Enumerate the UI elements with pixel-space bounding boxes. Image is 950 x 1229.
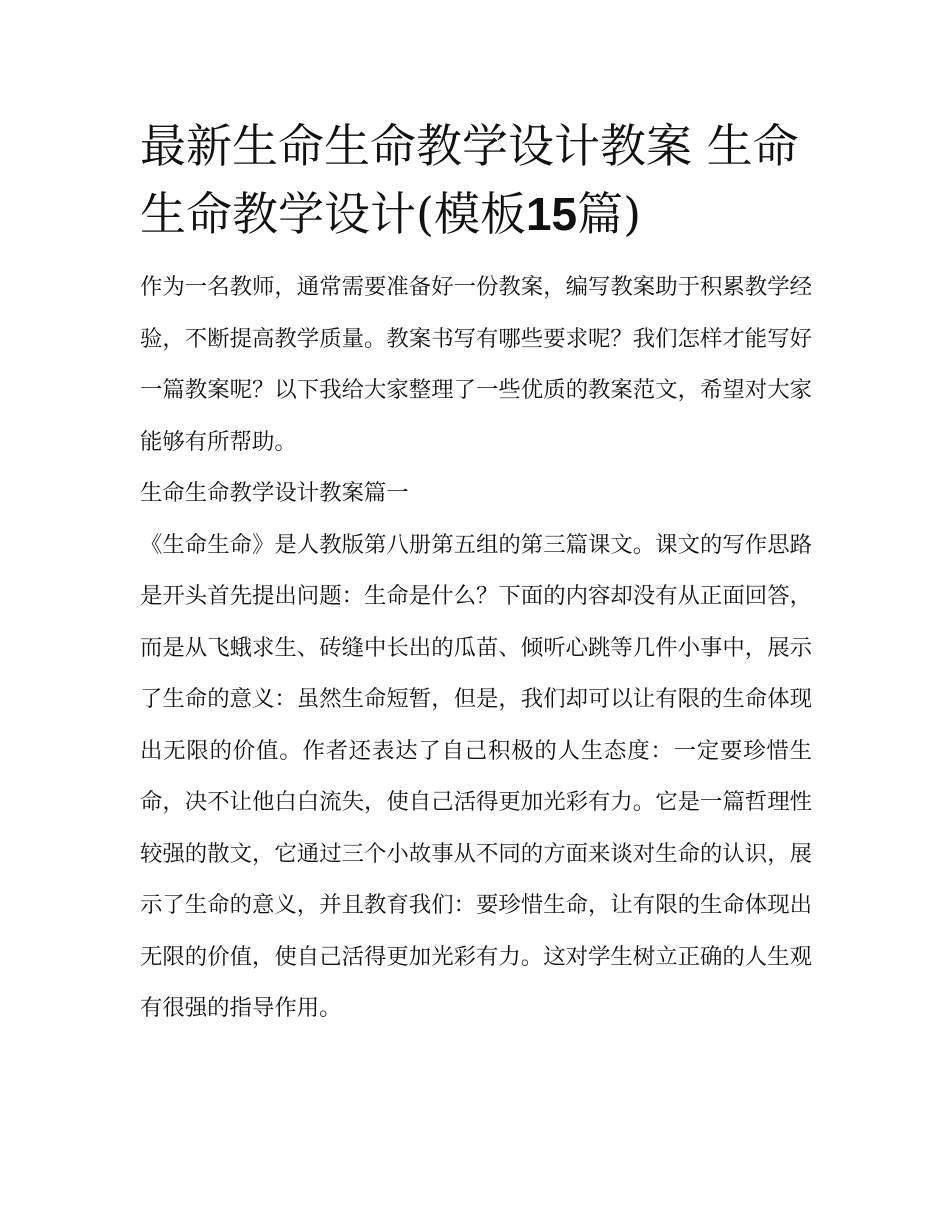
document-title	[140, 112, 812, 248]
intro-paragraph: 作为一名教师，通常需要准备好一份教案，编写教案助于积累教学经验，不断提高教学质量。教案书写有哪些要求呢？我们怎样才能写好一篇教案呢？以下我给大家整理了一些优质的教案范文，希望对大家能够有所帮助。	[140, 274, 812, 455]
title-text-part2: 篇)	[577, 187, 642, 241]
section-heading: 生命生命教学设计教案篇一	[140, 480, 409, 506]
section-body-paragraph: 《生命生命》是人教版第八册第五组的第三篇课文。课文的写作思路是开头首先提出问题：生命是什么？下面的内容却没有从正面回答，而是从飞蛾求生、砖缝中长出的瓜苗、倾听心跳等几件小事中，展示了生命的意义：虽然生命短暂，但是，我们却可以让有限的生命体现出无限的价值。作者还表达了自己积极的人生态度：一定要珍惜生命，决不让他白白流失，使自己活得更加光彩有力。它是一篇哲理性较强的散文，它通过三个小故事从不同的方面来谈对生命的认识，展示了生命的意义，并且教育我们：要珍惜生命，让有限的生命体现出无限的价值，使自己活得更加光彩有力。这对学生树立正确的人生观有很强的指导作用。	[140, 531, 812, 1021]
document-content	[140, 112, 812, 1035]
title-number: 15	[525, 188, 578, 240]
title-text-part1: 最新生命生命教学设计教案 生命生命教学设计(模板	[140, 119, 799, 241]
